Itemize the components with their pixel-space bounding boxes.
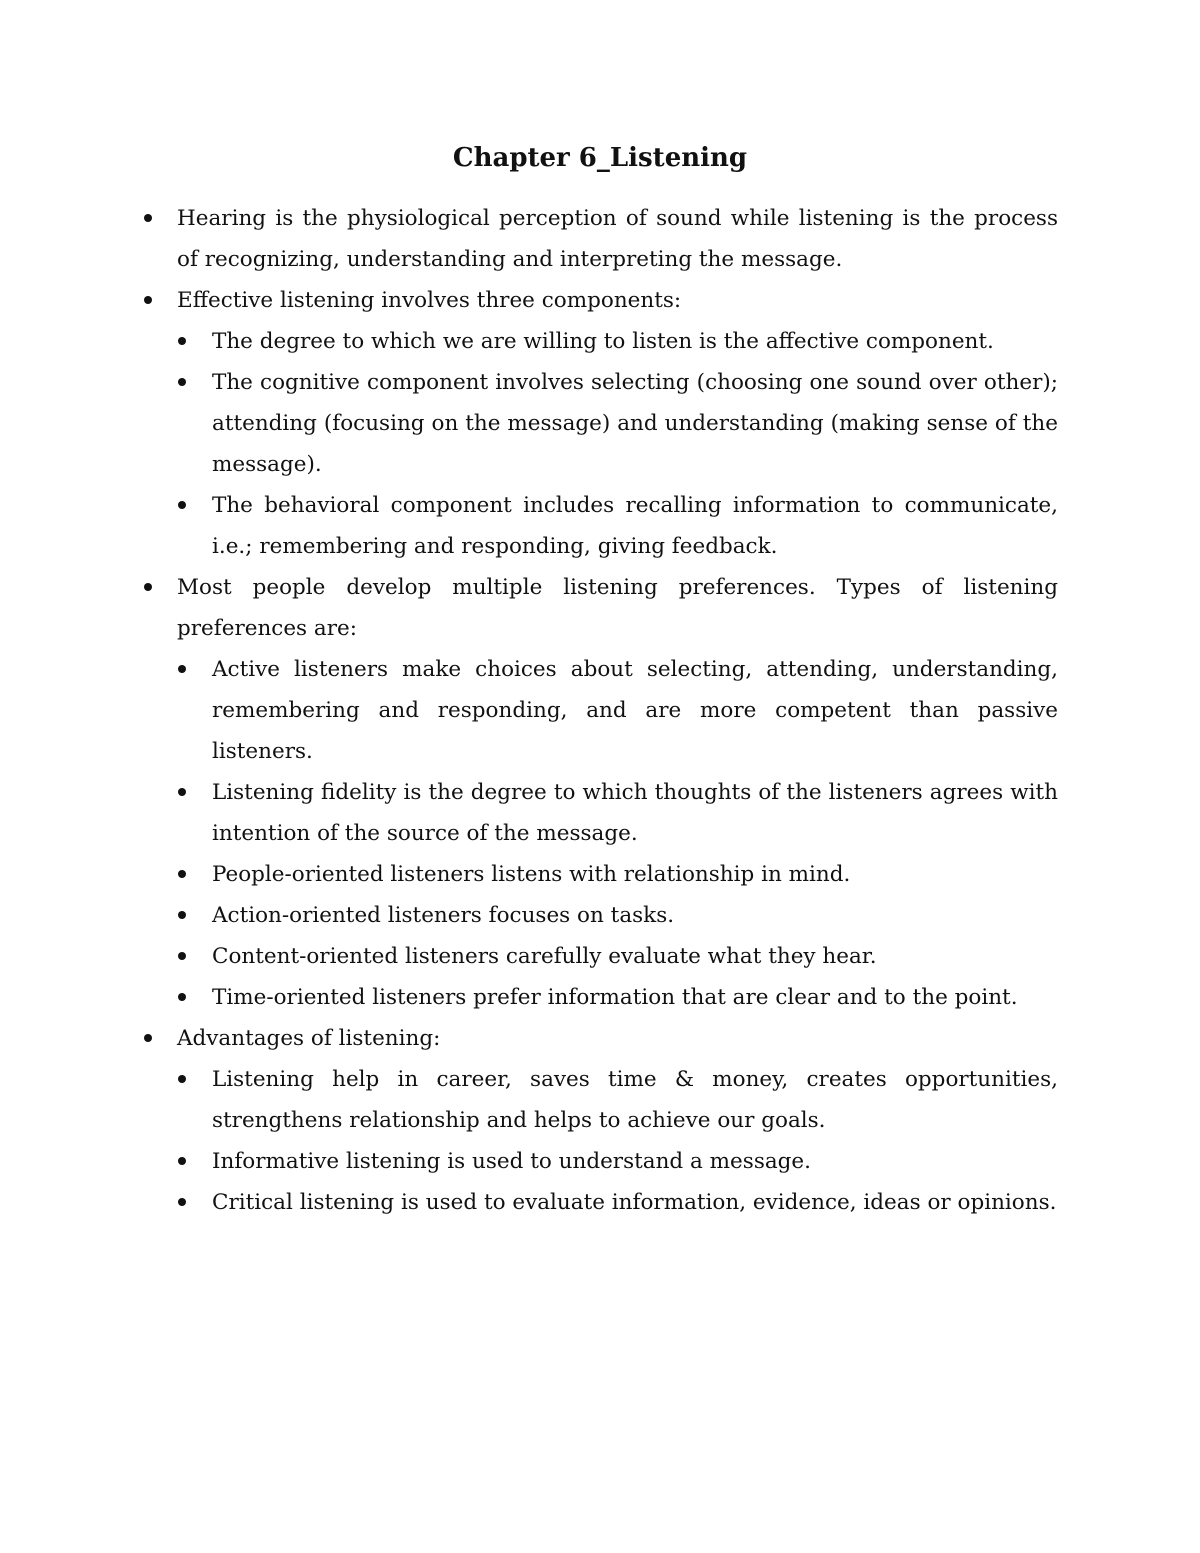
list-item-text: Listening help in career, saves time & money, creates opportunities, strengthens relationship and helps to achieve our goals.: [212, 1067, 1058, 1133]
bullet-icon: [144, 583, 152, 591]
sub-list-item: [140, 1141, 1058, 1182]
sub-list-item: [140, 977, 1058, 1018]
sub-list-item: [140, 854, 1058, 895]
list-item: [140, 198, 1058, 280]
list-item: [140, 1018, 1058, 1059]
page-title: Chapter 6_Listening: [452, 143, 748, 173]
bullet-icon: [178, 788, 186, 796]
sub-list-item: [140, 772, 1058, 854]
bullet-icon: [178, 993, 186, 1001]
list-item-text: Active listeners make choices about selecting, attending, understanding, remembering and responding, and are more competent than passive listeners.: [212, 657, 1058, 764]
list-item: [140, 567, 1058, 649]
sub-list-item: [140, 936, 1058, 977]
bullet-list: [140, 198, 1058, 1223]
bullet-icon: [178, 911, 186, 919]
list-item-text: Effective listening involves three components:: [177, 288, 682, 313]
list-item-text: The cognitive component involves selecting (choosing one sound over other); attending (focusing on the message) and understanding (making sense of the message).: [212, 370, 1058, 477]
list-item-text: Hearing is the physiological perception of sound while listening is the process of recognizing, understanding and interpreting the message.: [177, 206, 1058, 272]
list-item-text: Content-oriented listeners carefully evaluate what they hear.: [212, 944, 877, 969]
bullet-icon: [144, 1034, 152, 1042]
list-item-text: Most people develop multiple listening preferences. Types of listening preferences are:: [177, 575, 1058, 641]
sub-list-item: [140, 649, 1058, 772]
list-item-text: Informative listening is used to understand a message.: [212, 1149, 811, 1174]
bullet-icon: [178, 337, 186, 345]
sub-list-item: [140, 362, 1058, 485]
list-item-text: Listening fidelity is the degree to which thoughts of the listeners agrees with intention of the source of the message.: [212, 780, 1058, 846]
bullet-icon: [144, 296, 152, 304]
list-item-text: Action-oriented listeners focuses on tasks.: [212, 903, 675, 928]
list-item: [140, 280, 1058, 321]
bullet-icon: [144, 214, 152, 222]
list-item-text: Critical listening is used to evaluate information, evidence, ideas or opinions.: [212, 1190, 1057, 1215]
list-item-text: The degree to which we are willing to listen is the affective component.: [212, 329, 994, 354]
list-item-text: The behavioral component includes recalling information to communicate, i.e.; remembering and responding, giving feedback.: [212, 493, 1058, 559]
bullet-icon: [178, 952, 186, 960]
bullet-icon: [178, 501, 186, 509]
sub-list-item: [140, 485, 1058, 567]
list-item-text: Time-oriented listeners prefer information that are clear and to the point.: [212, 985, 1018, 1010]
list-item-text: People-oriented listeners listens with relationship in mind.: [212, 862, 851, 887]
bullet-icon: [178, 1075, 186, 1083]
bullet-icon: [178, 665, 186, 673]
sub-list-item: [140, 1059, 1058, 1141]
list-item-text: Advantages of listening:: [177, 1026, 441, 1051]
bullet-icon: [178, 870, 186, 878]
sub-list-item: [140, 321, 1058, 362]
sub-list-item: [140, 895, 1058, 936]
bullet-icon: [178, 1198, 186, 1206]
bullet-icon: [178, 378, 186, 386]
sub-list-item: [140, 1182, 1058, 1223]
bullet-icon: [178, 1157, 186, 1165]
document-body: [140, 198, 1058, 1223]
